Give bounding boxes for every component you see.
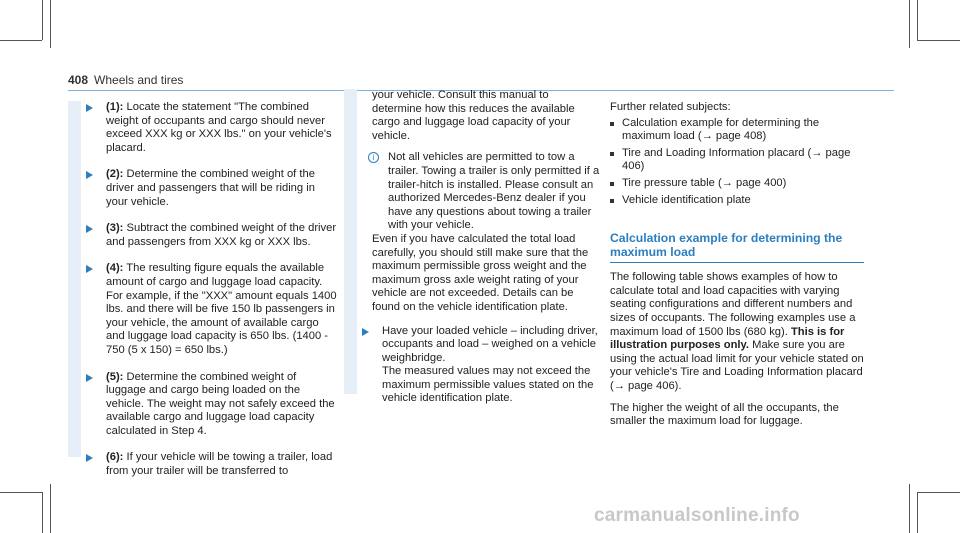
list-item[interactable]: Tire pressure table (→ page 400) [610, 177, 864, 191]
related-subjects-list [610, 117, 864, 208]
arrow-icon [86, 171, 93, 179]
step-5 [68, 371, 338, 439]
step-label: (1): [106, 101, 124, 113]
list-item[interactable]: Tire and Loading Information placard (→ page 406) [610, 147, 864, 174]
further-subjects-label: Further related subjects: [610, 101, 731, 113]
step-6 [68, 451, 338, 478]
instruction-text: Have your loaded vehicle – including driver, occupants and load – weighed on a vehicle weighbridge. [382, 324, 598, 364]
weigh-instruction [344, 325, 600, 407]
crop-mark [50, 484, 51, 533]
arrow-icon [362, 328, 369, 336]
crop-mark [42, 492, 43, 533]
crop-mark [917, 492, 960, 493]
example-tail: Make sure you are using the actual load limit for your vehicle stated on your vehicle's Tire and Loading Information placard (→ page 406). [610, 339, 864, 392]
crop-mark [0, 492, 42, 493]
crop-mark [42, 0, 43, 40]
step-continuation: your vehicle. Consult this manual to determine how this reduces the available cargo and luggage load capacity of your vehicle. [372, 89, 575, 142]
step-label: (5): [106, 370, 124, 383]
step-4 [68, 262, 338, 357]
step-text: The resulting figure equals the available amount of cargo and luggage load capacity. For example, if the "XXX" amount equals 1400 lbs. and there will be five 150 lb passengers in your vehicle, the amount of available cargo and luggage load capacity is 650 lbs. (1400 - 750 (5 x 150) = 650 lbs.) [106, 262, 337, 356]
load-paragraph: Even if you have calculated the total load carefully, you should still make sure that the maximum permissible gross weight and the maximum gross axle weight rating of your vehicle are not exceeded. Details can be found on the vehicle identification plate. [372, 232, 589, 313]
crop-mark [909, 0, 910, 48]
column-3 [610, 101, 864, 429]
example-paragraph [610, 271, 864, 393]
arrow-icon [86, 225, 93, 233]
page-number: 408 [68, 73, 89, 87]
instruction-result: The measured values may not exceed the maximum permissible values stated on the vehicle identification plate. [382, 365, 594, 405]
arrow-icon [86, 104, 93, 112]
illustration-note: This is for illustration purposes only. [610, 325, 845, 352]
column-2 [344, 89, 600, 405]
arrow-icon [86, 454, 93, 462]
step-label: (6): [106, 451, 124, 464]
info-text: Not all vehicles are permitted to tow a trailer. Towing a trailer is only permitted if a trailer-hitch is installed. Please consult an authorized Mercedes-Benz dealer if you have any questions about towing a trailer with your vehicle. [388, 151, 600, 232]
step-text: If your vehicle will be towing a trailer, load from your trailer will be transferred to [106, 451, 333, 478]
step-text: Subtract the combined weight of the driver and passengers from XXX kg or XXX lbs. [106, 222, 337, 248]
crop-mark [917, 492, 918, 533]
step-2 [68, 168, 338, 209]
step-text: Locate the statement "The combined weight of occupants and cargo should never exceed XXX kg or XXX lbs." on your vehicle's placard. [106, 101, 332, 154]
step-label: (3): [106, 222, 124, 235]
example-text: The following table shows examples of how to calculate total and load capacities with varying seating configurations and different numbers and sizes of occupants. The following examples use a maximum load of 1500 lbs (680 kg). [610, 271, 856, 338]
crop-mark [909, 484, 910, 533]
crop-mark [50, 0, 51, 48]
crop-mark [0, 40, 42, 41]
arrow-icon [86, 265, 93, 273]
list-item[interactable]: Calculation example for determining the maximum load (→ page 408) [610, 117, 864, 144]
step-3 [68, 222, 338, 249]
crop-mark [917, 40, 960, 41]
occupants-paragraph: The higher the weight of all the occupants, the smaller the maximum load for luggage. [610, 401, 839, 428]
arrow-icon [86, 374, 93, 382]
column-1 [68, 101, 338, 478]
page-header [68, 73, 183, 87]
list-item[interactable]: Vehicle identification plate [610, 194, 864, 208]
step-text: Determine the combined weight of the driver and passengers that will be riding in your vehicle. [106, 168, 315, 208]
step-1 [68, 101, 338, 155]
section-heading: Calculation example for determining the maximum load [610, 231, 864, 263]
step-label: (4): [106, 262, 124, 275]
info-icon: i [368, 152, 379, 163]
section-name: Wheels and tires [94, 73, 184, 87]
crop-mark [917, 0, 918, 40]
info-note [344, 151, 600, 233]
step-label: (2): [106, 168, 124, 181]
watermark: carmanualsonline.info [594, 505, 800, 526]
step-text: Determine the combined weight of luggage and cargo being loaded on the vehicle. The weight may not safely exceed the available cargo and luggage load capacity calculated in Step 4. [106, 370, 335, 437]
